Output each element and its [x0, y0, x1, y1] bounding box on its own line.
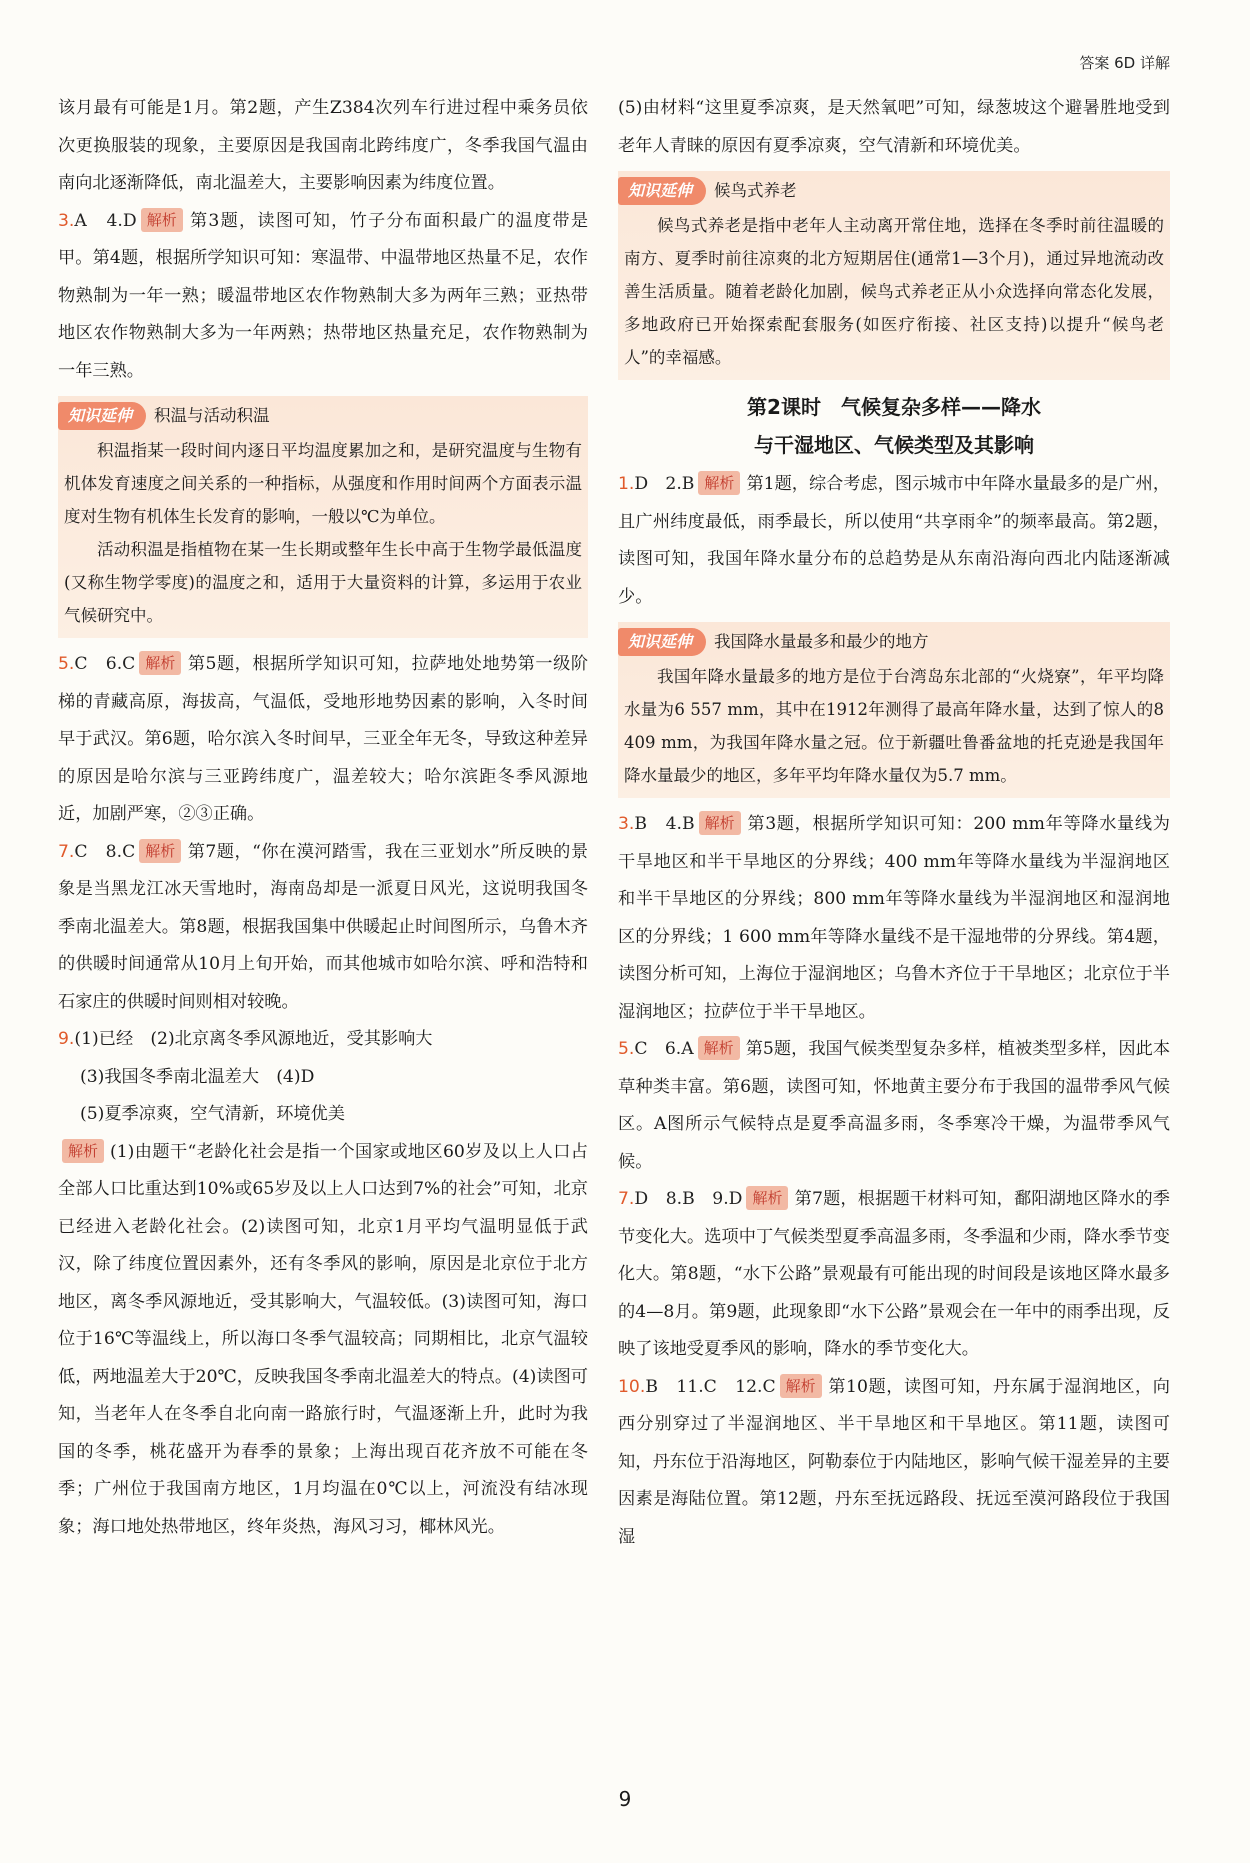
- answer-1-2: [618, 466, 1170, 616]
- answer-9: [58, 1021, 588, 1059]
- analysis-tag: 解析: [698, 471, 740, 495]
- analysis-text: 第7题，“你在漠河踏雪，我在三亚划水”所反映的景象是当黑龙江冰天雪地时，海南岛却是一派夏日风光，这说明我国冬季南北温差大。第8题，根据我国集中供暖起止时间图所示，乌鲁木齐的供暖时间通常从10月上旬开始，而其他城市如哈尔滨、呼和浩特和石家庄的供暖时间则相对较晚。: [58, 841, 589, 1012]
- question-number: 7.: [58, 841, 75, 862]
- answer-10-12: [618, 1369, 1170, 1557]
- paragraph: 该月最有可能是1月。第2题，产生Z384次列车行进过程中乘务员依次更换服装的现象，主要原因是我国南北跨纬度广，冬季我国气温由南向北逐渐降低，南北温差大，主要影响因素为纬度位置。: [58, 98, 588, 193]
- analysis-9: [58, 1134, 588, 1547]
- answer-key: B 11.C 12.C: [645, 1376, 776, 1397]
- answer-key: C 8.C: [74, 841, 136, 862]
- answer-3-4: [618, 806, 1170, 1031]
- analysis-tag: 解析: [141, 208, 183, 232]
- analysis-tag: 解析: [699, 811, 741, 835]
- answer-key: C 6.A: [634, 1039, 694, 1059]
- right-column: [618, 90, 1170, 1556]
- analysis-tag: 解析: [780, 1374, 822, 1398]
- analysis-text: (1)由题干“老龄化社会是指一个国家或地区60岁及以上人口占全部人口比重达到10%或65岁及以上人口达到7%的社会”可知，北京已经进入老龄化社会。(2)读图可知，北京1月平均气温明显低于武汉，除了纬度位置因素外，还有冬季风的影响，原因是北京位于北方地区，离冬季风源地近，受其影响大，气温较低。(3)读图可知，海口位于16℃等温线上，所以海口冬季气温较高；同期相比，北京气温较低，两地温差大于20℃，反映我国冬季南北温差大的特点。(4)读图可知，当老年人在冬季自北向南一路旅行时，气温逐渐上升，此时为我国的冬季，桃花盛开为春季的景象；上海出现百花齐放不可能在冬季；广州位于我国南方地区，1月均温在0℃以上，河流没有结冰现象；海口地处热带地区，终年炎热，海风习习，椰林风光。: [58, 1141, 588, 1537]
- page-header: 答案 6D 详解: [1079, 54, 1170, 72]
- question-number: 9.: [58, 1029, 75, 1049]
- box-paragraph: 我国年降水量最多的地方是位于台湾岛东北部的“火烧寮”，年平均降水量为6 557 mm，其中在1912年测得了最高年降水量，达到了惊人的8 409 mm，为我国年降水量之冠。位于新疆吐鲁番盆地的托克逊是我国年降水量最少的地区，多年平均年降水量仅为5.7 mm。: [624, 667, 1164, 785]
- question-number: 7.: [618, 1189, 635, 1209]
- knowledge-box-migratory-retirement: [618, 171, 1170, 380]
- answer-5-6: [58, 646, 588, 834]
- analysis-text: 第5题，根据所学知识可知，拉萨地处地势第一级阶梯的青藏高原，海拔高，气温低，受地形地势因素的影响，入冬时间早于武汉。第6题，哈尔滨入冬时间早，三亚全年无冬，导致这种差异的原因是哈尔滨与三亚跨纬度广，温差较大；哈尔滨距冬季风源地近，加剧严寒，②③正确。: [58, 654, 589, 824]
- box-paragraph: 候鸟式养老是指中老年人主动离开常住地，选择在冬季时前往温暖的南方、夏季时前往凉爽的北方短期居住(通常1—3个月)，通过异地流动改善生活质量。随着老龄化加剧，候鸟式养老正从小众选择向常态化发展，多地政府已开始探索配套服务(如医疗衔接、社区支持)以提升“候鸟老人”的幸福感。: [624, 216, 1164, 367]
- knowledge-badge: 知识延伸: [618, 628, 706, 656]
- analysis-text: 第7题，根据题干材料可知，鄱阳湖地区降水的季节变化大。选项中丁气候类型夏季高温多雨，冬季温和少雨，降水季节变化大。第8题，“水下公路”景观最有可能出现的时间段是该地区降水最多的4—8月。第9题，此现象即“水下公路”景观会在一年中的雨季出现，反映了该地受夏季风的影响，降水的季节变化大。: [618, 1189, 1170, 1359]
- analysis-tag: 解析: [62, 1139, 104, 1163]
- left-column: [58, 90, 588, 1546]
- question-number: 5.: [618, 1039, 635, 1059]
- answer-5-6: [618, 1031, 1170, 1181]
- analysis-text: 第3题，根据所学知识可知：200 mm年等降水量线为干旱地区和半干旱地区的分界线；400 mm年等降水量线为半湿润地区和半干旱地区的分界线；800 mm年等降水量线为半湿润地区和湿润地区的分界线；1 600 mm年等降水量线不是干湿地带的分界线。第4题，读图分析可知，上海位于湿润地区；乌鲁木齐位于干旱地区；北京位于半湿润地区；拉萨位于半干旱地区。: [618, 814, 1170, 1022]
- knowledge-box-precipitation-extremes: [618, 622, 1170, 798]
- answer-key: D 8.B 9.D: [634, 1189, 743, 1209]
- question-number: 5.: [58, 654, 75, 674]
- answer-key: C 6.C: [74, 654, 136, 674]
- question-number: 10.: [618, 1376, 646, 1397]
- analysis-tag: 解析: [698, 1036, 740, 1060]
- analysis-text: 第1题，综合考虑，图示城市中年降水量最多的是广州，且广州纬度最低，雨季最长，所以使用“共享雨伞”的频率最高。第2题，读图可知，我国年降水量分布的总趋势是从东南沿海向西北内陆逐渐减少。: [618, 474, 1171, 607]
- knowledge-badge: 知识延伸: [58, 402, 146, 430]
- lesson-title-line: 第2课时 气候复杂多样——降水: [747, 395, 1041, 419]
- answer-line: (5)夏季凉爽，空气清新，环境优美: [80, 1104, 345, 1124]
- paragraph: (5)由材料“这里夏季凉爽，是天然氧吧”可知，绿葱坡这个避暑胜地受到老年人青睐的原因有夏季凉爽，空气清新和环境优美。: [618, 98, 1170, 156]
- box-paragraph: 活动积温是指植物在某一生长期或整年生长中高于生物学最低温度(又称生物学零度)的温度之和，适用于大量资料的计算，多运用于农业气候研究中。: [64, 540, 582, 625]
- analysis-tag: 解析: [139, 839, 181, 863]
- analysis-tag: 解析: [139, 651, 181, 675]
- answer-3-4: [58, 203, 588, 391]
- analysis-tag: 解析: [746, 1186, 788, 1210]
- question-number: 1.: [618, 474, 635, 494]
- answer-line: (1)已经 (2)北京离冬季风源地近，受其影响大: [74, 1029, 433, 1049]
- page-number: 9: [618, 1787, 632, 1811]
- lesson-title-line: 与干湿地区、气候类型及其影响: [754, 433, 1034, 457]
- box-paragraph: 积温指某一段时间内逐日平均温度累加之和，是研究温度与生物有机体发育速度之间关系的一种指标，从强度和作用时间两个方面表示温度对生物有机体生长发育的影响，一般以℃为单位。: [64, 441, 582, 526]
- answer-key: D 2.B: [634, 474, 695, 494]
- answer-7-9: [618, 1181, 1170, 1369]
- answer-7-8: [58, 834, 588, 1022]
- knowledge-box-accumulated-temperature: [58, 396, 588, 638]
- box-title: 我国降水量最多和最少的地方: [714, 632, 929, 652]
- answer-key: B 4.B: [634, 814, 695, 834]
- answer-line: (3)我国冬季南北温差大 (4)D: [80, 1066, 315, 1087]
- box-title: 积温与活动积温: [154, 406, 270, 426]
- box-title: 候鸟式养老: [714, 181, 797, 201]
- question-number: 3.: [58, 210, 75, 231]
- answer-key: A 4.D: [74, 210, 137, 231]
- analysis-text: 第5题，我国气候类型复杂多样，植被类型多样，因此本草种类丰富。第6题，读图可知，怀地黄主要分布于我国的温带季风气候区。A图所示气候特点是夏季高温多雨，冬季寒冷干燥，为温带季风气候。: [618, 1039, 1171, 1172]
- analysis-text: 第3题，读图可知，竹子分布面积最广的温度带是甲。第4题，根据所学知识可知：寒温带、中温带地区热量不足，农作物熟制为一年一熟；暖温带地区农作物熟制大多为两年三熟；亚热带地区农作物熟制大多为一年两熟；热带地区热量充足，农作物熟制为一年三熟。: [58, 210, 589, 381]
- lesson-title: [618, 388, 1170, 464]
- analysis-text: 第10题，读图可知，丹东属于湿润地区，向西分别穿过了半湿润地区、半干旱地区和干旱地区。第11题，读图可知，丹东位于沿海地区，阿勒泰位于内陆地区，影响气候干湿差异的主要因素是海陆位置。第12题，丹东至抚远路段、抚远至漠河路段位于我国湿: [618, 1376, 1170, 1547]
- question-number: 3.: [618, 814, 635, 834]
- knowledge-badge: 知识延伸: [618, 177, 706, 205]
